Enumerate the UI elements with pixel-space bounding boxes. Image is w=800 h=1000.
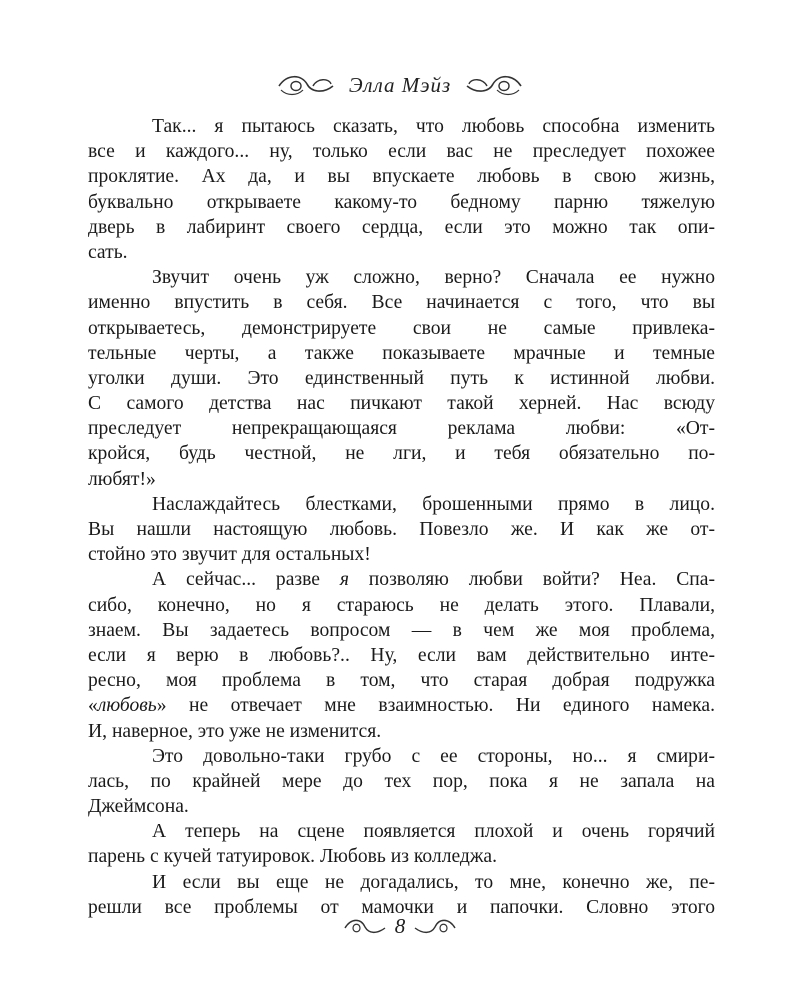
- text-line: преследует непрекращающаяся реклама любви: «От-: [88, 418, 715, 440]
- text-line: [88, 567, 715, 592]
- text-line: сибо, конечно, но я стараюсь не делать этого. Плавали,: [88, 594, 715, 616]
- small-swirl-ornament-right-icon: [413, 916, 457, 938]
- text-run: позволяю любви войти? Неа. Спа-: [348, 569, 715, 591]
- text-line: знаем. Вы задаетесь вопросом — в чем же моя проблема,: [88, 619, 715, 641]
- text-line: Это довольно-таки грубо с ее стороны, но... я смири-: [152, 745, 715, 767]
- text-line: Джеймсона.: [88, 796, 189, 818]
- text-line: Так... я пытаюсь сказать, что любовь способна изменить: [152, 116, 715, 137]
- text-line: [88, 693, 715, 718]
- italic-word: я: [339, 569, 349, 591]
- text-line: уголки души. Это единственный путь к истинной любви.: [88, 367, 715, 389]
- text-line: решли все проблемы от мамочки и папочки. Словно этого: [88, 896, 715, 918]
- text-line: если я верю в любовь?.. Ну, если вам действительно инте-: [88, 644, 715, 666]
- italic-word: любовь: [97, 695, 157, 717]
- text-line: дверь в лабиринт своего сердца, если это можно так опи-: [88, 216, 715, 238]
- text-line: буквально открываете какому-то бедному парню тяжелую: [88, 191, 715, 213]
- text-line: все и каждого... ну, только если вас не преследует похожее: [88, 141, 715, 163]
- text-line: кройся, будь честной, не лги, и тебя обязательно по-: [88, 443, 715, 465]
- text-line: Звучит очень уж сложно, верно? Сначала ее нужно: [152, 267, 715, 289]
- text-line: ресно, моя проблема в том, что старая добрая подружка: [88, 670, 715, 692]
- text-run: А сейчас... разве: [152, 569, 340, 591]
- text-run: «: [88, 695, 98, 717]
- text-line: парень с кучей татуировок. Любовь из колледжа.: [88, 846, 498, 868]
- small-swirl-ornament-left-icon: [343, 916, 387, 938]
- text-line: сать.: [88, 241, 128, 263]
- text-line: именно впустить в себя. Все начинается с того, что вы: [88, 292, 715, 314]
- text-line: А теперь на сцене появляется плохой и очень горячий: [152, 821, 715, 843]
- text-line: Вы нашли настоящую любовь. Повезло же. И как же от-: [88, 519, 715, 540]
- text-line: проклятие. Ах да, и вы впускаете любовь в свою жизнь,: [88, 166, 715, 188]
- running-header: [0, 70, 800, 100]
- page-body-text: [88, 114, 715, 920]
- text-line: Наслаждайтесь блестками, брошенными прямо в лицо.: [152, 493, 715, 515]
- swirl-ornament-left-icon: [277, 70, 339, 100]
- text-run: » не отвечает мне взаимностью. Ни единого намека.: [156, 695, 715, 717]
- page-footer: [0, 914, 800, 939]
- page-number: 8: [394, 914, 406, 938]
- swirl-ornament-right-icon: [461, 70, 523, 100]
- text-line: И если вы еще не догадались, то мне, конечно же, пе-: [152, 871, 715, 893]
- text-line: открываетесь, демонстрируете свои не самые привлека-: [88, 317, 715, 339]
- text-line: стойно это звучит для остальных!: [88, 544, 371, 566]
- text-line: С самого детства нас пичкают такой херней. Нас всюду: [88, 393, 715, 415]
- text-line: И, наверное, это уже не изменится.: [88, 720, 382, 742]
- text-line: лась, по крайней мере до тех пор, пока я не запала на: [88, 770, 715, 792]
- text-line: любят!»: [88, 468, 156, 490]
- header-author-title: Элла Мэйз: [348, 72, 452, 97]
- text-line: тельные черты, а также показываете мрачные и темные: [88, 342, 715, 364]
